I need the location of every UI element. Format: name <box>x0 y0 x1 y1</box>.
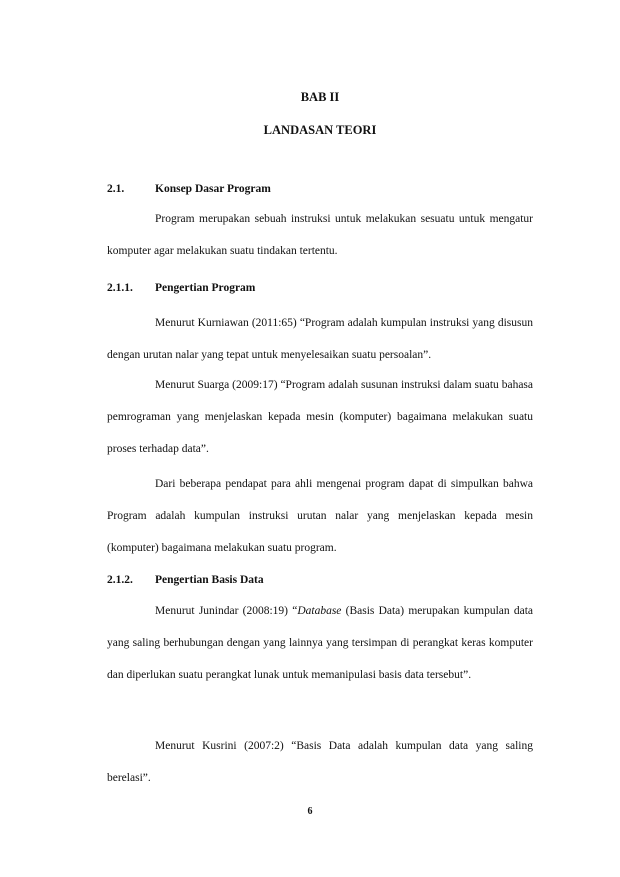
page-number: 6 <box>307 806 313 817</box>
section-title: Pengertian Basis Data <box>155 574 264 586</box>
section-heading-2-1-1 <box>107 282 255 294</box>
paragraph-suarga: Menurut Suarga (2009:17) “Program adalah susunan instruksi dalam suatu bahasa pemrograman yang menjelaskan kepada mesin (komputer) bagaimana melakukan suatu proses terhadap data”. <box>107 379 533 455</box>
quote-body: (Basis Data) merupakan kumpulan data yang saling berhubungan dengan yang lainnya yang tersimpan di perangkat keras komputer dan diperlukan suatu perangkat lunak untuk memanipulasi basis data tersebut”. <box>107 605 533 681</box>
paragraph-konsep: Program merupakan sebuah instruksi untuk melakukan sesuatu untuk mengatur komputer agar melakukan suatu tindakan tertentu. <box>107 213 533 257</box>
section-heading-2-1-2 <box>107 574 264 586</box>
chapter-title: LANDASAN TEORI <box>263 123 377 137</box>
paragraph-kusrini: Menurut Kusrini (2007:2) “Basis Data adalah kumpulan data yang saling berelasi”. <box>107 740 533 784</box>
quote-lead: Menurut Junindar (2008:19) “ <box>155 605 298 617</box>
section-title: Konsep Dasar Program <box>155 183 271 195</box>
paragraph-junindar <box>107 595 533 691</box>
database-term: Database <box>297 605 342 617</box>
paragraph-kurniawan: Menurut Kurniawan (2011:65) “Program adalah kumpulan instruksi yang disusun dengan urutan nalar yang tepat untuk menyelesaikan suatu persoalan”. <box>107 317 533 361</box>
section-number: 2.1. <box>107 183 125 195</box>
chapter-label: BAB II <box>300 90 340 104</box>
section-number: 2.1.1. <box>107 282 133 294</box>
section-number: 2.1.2. <box>107 574 133 586</box>
section-heading-2-1 <box>107 183 271 195</box>
paragraph-simpulan: Dari beberapa pendapat para ahli mengenai program dapat di simpulkan bahwa Program adalah kumpulan instruksi urutan nalar yang menjelaskan kepada mesin (komputer) bagaimana melakukan suatu program. <box>107 478 533 554</box>
section-title: Pengertian Program <box>155 282 256 294</box>
